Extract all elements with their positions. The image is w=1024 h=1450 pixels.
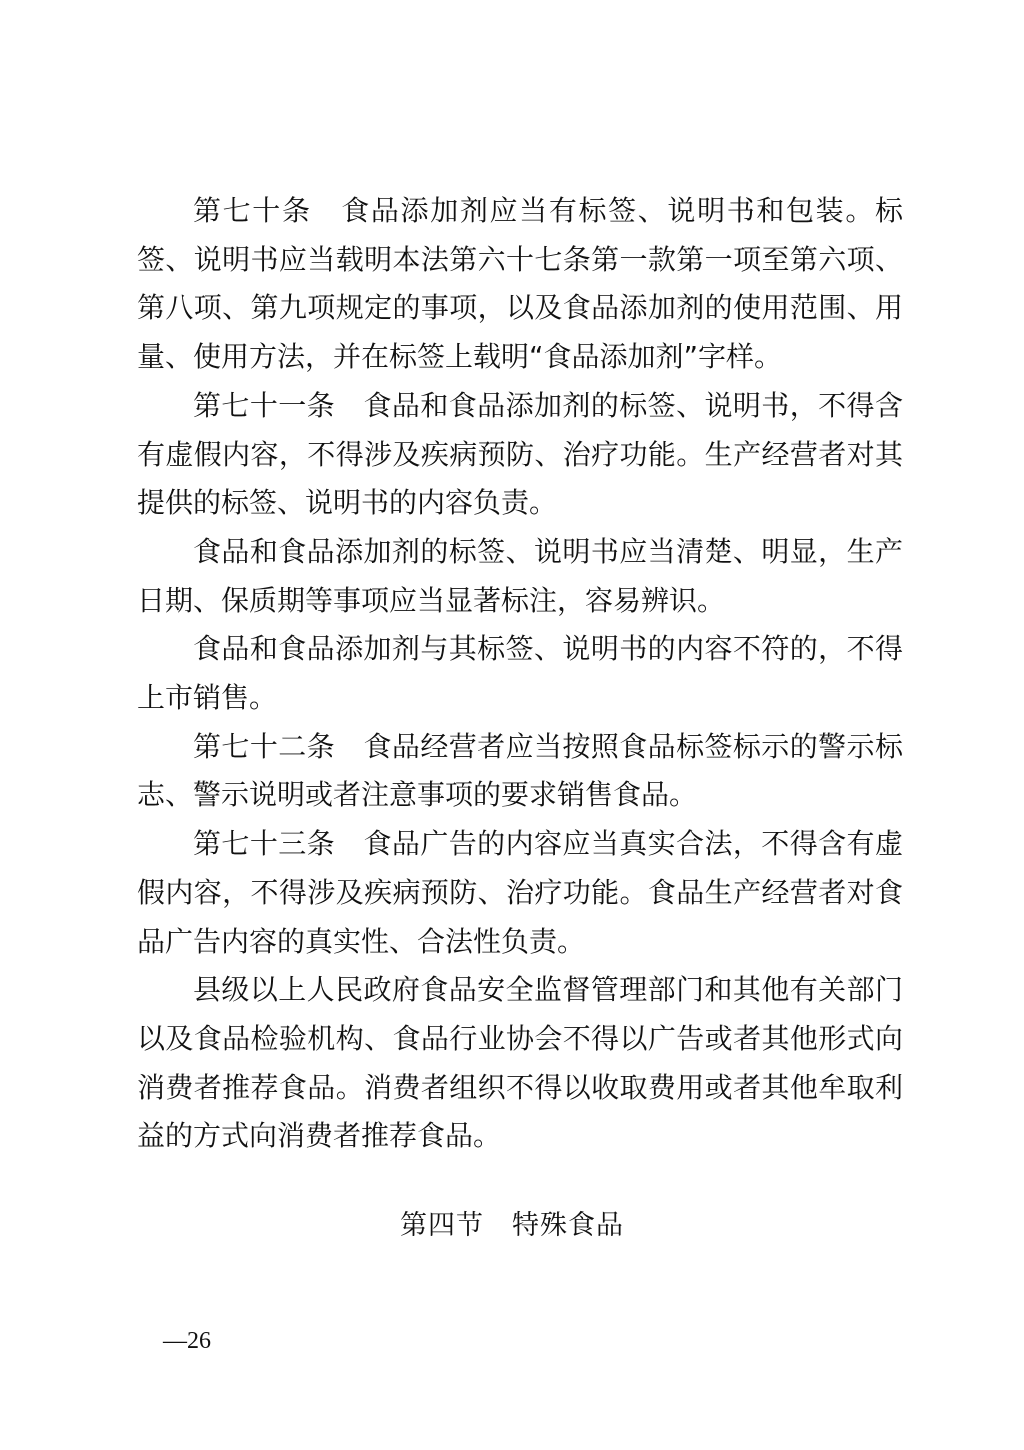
article-70-text: 食品添加剂应当有标签、说明书和包装。标签、说明书应当载明本法第六十七条第一款第一项至第六项、第八项、第九项规定的事项，以及食品添加剂的使用范围、用量、使用方法，并在标签上载明“食品添加剂”字样。 <box>137 194 903 374</box>
article-72-number: 第七十二条 <box>193 729 336 763</box>
article-71-paragraph-3: 食品和食品添加剂与其标签、说明书的内容不符的，不得上市销售。 <box>137 632 903 715</box>
page-number: —26 <box>163 1328 211 1354</box>
article-73-text: 食品广告的内容应当真实合法，不得含有虚假内容，不得涉及疾病预防、治疗功能。食品生产经营者对食品广告内容的真实性、合法性负责。 <box>137 827 903 958</box>
article-72-text: 食品经营者应当按照食品标签标示的警示标志、警示说明或者注意事项的要求销售食品。 <box>137 729 903 812</box>
article-73-paragraph-2: 县级以上人民政府食品安全监督管理部门和其他有关部门以及食品检验机构、食品行业协会不得以广告或者其他形式向消费者推荐食品。消费者组织不得以收取费用或者其他牟取利益的方式向消费者推荐食品。 <box>137 973 903 1153</box>
article-71 <box>137 382 903 528</box>
section-heading: 第四节 特殊食品 <box>400 1210 624 1241</box>
article-70 <box>137 187 903 382</box>
article-71-number: 第七十一条 <box>193 388 336 422</box>
article-71-text: 食品和食品添加剂的标签、说明书，不得含有虚假内容，不得涉及疾病预防、治疗功能。生产经营者对其提供的标签、说明书的内容负责。 <box>137 388 903 520</box>
article-70-number: 第七十条 <box>193 194 312 227</box>
article-73 <box>137 820 903 966</box>
document-body <box>137 187 903 1161</box>
article-73-number: 第七十三条 <box>193 827 336 861</box>
article-72 <box>137 723 903 820</box>
article-71-paragraph-2: 食品和食品添加剂的标签、说明书应当清楚、明显，生产日期、保质期等事项应当显著标注，容易辨识。 <box>137 534 903 617</box>
